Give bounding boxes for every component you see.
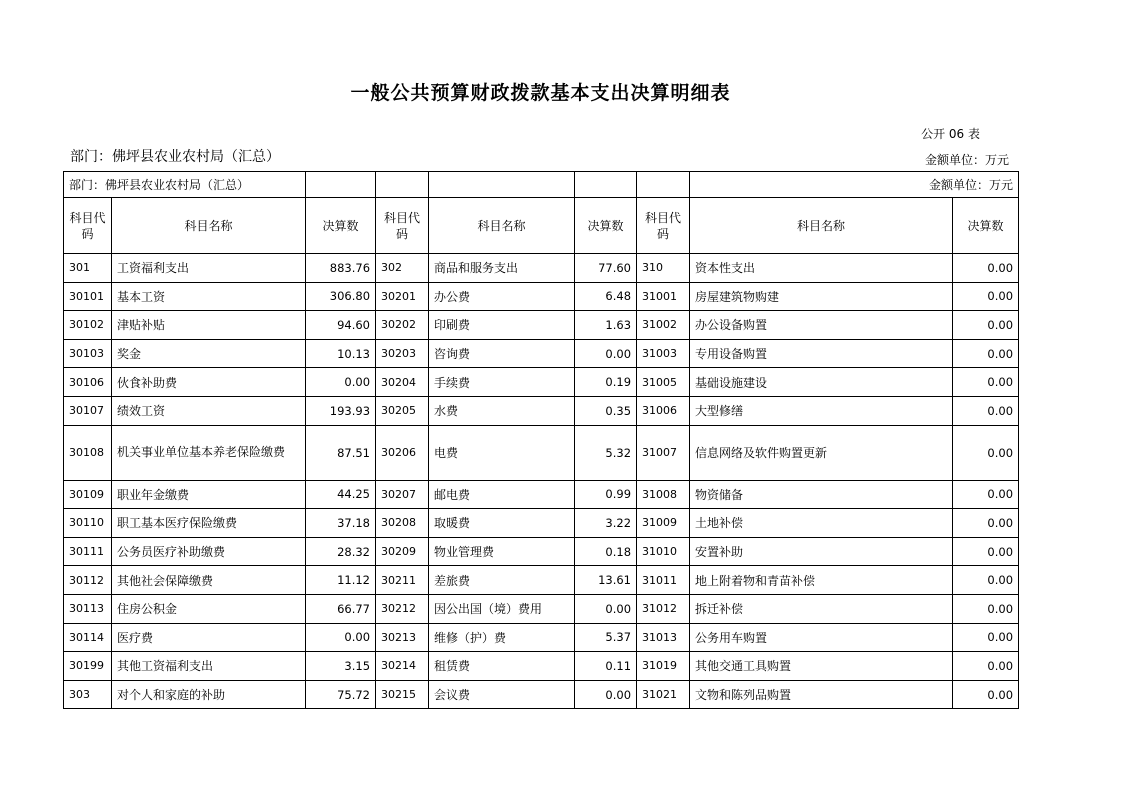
subject-code: 30211 <box>376 566 429 595</box>
amount-value: 0.00 <box>953 254 1019 283</box>
subject-code: 30209 <box>376 537 429 566</box>
subject-code: 30113 <box>64 594 112 623</box>
subject-code: 30208 <box>376 509 429 538</box>
subject-name: 水费 <box>429 396 575 425</box>
amount-value: 0.00 <box>575 594 637 623</box>
report-title: 一般公共预算财政拨款基本支出决算明细表 <box>350 82 731 104</box>
amount-value: 75.72 <box>306 680 376 709</box>
subject-code: 30201 <box>376 282 429 311</box>
subject-name: 伙食补助费 <box>112 368 306 397</box>
subject-name: 邮电费 <box>429 480 575 509</box>
subject-name: 拆迁补偿 <box>690 594 953 623</box>
subject-code: 31008 <box>637 480 690 509</box>
table-row <box>64 396 1019 425</box>
subject-name: 土地补偿 <box>690 509 953 538</box>
amount-value: 11.12 <box>306 566 376 595</box>
amount-value: 0.00 <box>953 652 1019 681</box>
amount-value: 0.00 <box>306 368 376 397</box>
subject-name: 取暖费 <box>429 509 575 538</box>
subject-name: 工资福利支出 <box>112 254 306 283</box>
header-code: 科目代码 <box>637 198 690 254</box>
subject-name: 医疗费 <box>112 623 306 652</box>
subject-name: 其他工资福利支出 <box>112 652 306 681</box>
amount-value: 0.00 <box>953 566 1019 595</box>
subject-name: 住房公积金 <box>112 594 306 623</box>
subject-code: 31005 <box>637 368 690 397</box>
subject-code: 31010 <box>637 537 690 566</box>
subject-code: 30111 <box>64 537 112 566</box>
subject-code: 31001 <box>637 282 690 311</box>
amount-unit-label: 金额单位：万元 <box>924 153 1009 167</box>
header-amount: 决算数 <box>306 198 376 254</box>
amount-value: 10.13 <box>306 339 376 368</box>
amount-value: 0.00 <box>306 623 376 652</box>
subject-code: 30101 <box>64 282 112 311</box>
empty-cell <box>376 172 429 198</box>
subject-code: 30212 <box>376 594 429 623</box>
subject-name: 办公费 <box>429 282 575 311</box>
table-row <box>64 680 1019 709</box>
subject-name: 公务员医疗补助缴费 <box>112 537 306 566</box>
amount-value: 193.93 <box>306 396 376 425</box>
table-department-cell: 部门：佛坪县农业农村局（汇总） <box>64 172 306 198</box>
subject-code: 30205 <box>376 396 429 425</box>
subject-name: 商品和服务支出 <box>429 254 575 283</box>
amount-value: 0.00 <box>953 396 1019 425</box>
amount-value: 66.77 <box>306 594 376 623</box>
header-name: 科目名称 <box>112 198 306 254</box>
amount-value: 0.00 <box>953 623 1019 652</box>
subject-code: 30107 <box>64 396 112 425</box>
amount-value: 3.15 <box>306 652 376 681</box>
header-name: 科目名称 <box>429 198 575 254</box>
subject-code: 31019 <box>637 652 690 681</box>
subject-name: 公务用车购置 <box>690 623 953 652</box>
amount-value: 0.00 <box>953 425 1019 480</box>
table-caption-row <box>64 172 1019 198</box>
header-name: 科目名称 <box>690 198 953 254</box>
table-row <box>64 509 1019 538</box>
subject-name: 因公出国（境）费用 <box>429 594 575 623</box>
subject-code: 31009 <box>637 509 690 538</box>
table-unit-cell: 金额单位：万元 <box>690 172 1019 198</box>
table-header-row <box>64 198 1019 254</box>
amount-value: 77.60 <box>575 254 637 283</box>
subject-code: 302 <box>376 254 429 283</box>
form-number: 公开 06 表 <box>921 127 980 141</box>
amount-value: 1.63 <box>575 311 637 340</box>
subject-code: 30109 <box>64 480 112 509</box>
amount-value: 306.80 <box>306 282 376 311</box>
amount-value: 0.00 <box>953 594 1019 623</box>
subject-name: 咨询费 <box>429 339 575 368</box>
subject-name: 文物和陈列品购置 <box>690 680 953 709</box>
subject-code: 30204 <box>376 368 429 397</box>
subject-name: 职业年金缴费 <box>112 480 306 509</box>
table-row <box>64 594 1019 623</box>
subject-name: 基础设施建设 <box>690 368 953 397</box>
subject-name: 资本性支出 <box>690 254 953 283</box>
subject-code: 30207 <box>376 480 429 509</box>
subject-code: 301 <box>64 254 112 283</box>
subject-name: 维修（护）费 <box>429 623 575 652</box>
amount-value: 0.00 <box>953 509 1019 538</box>
amount-value: 0.00 <box>575 339 637 368</box>
subject-name: 租赁费 <box>429 652 575 681</box>
subject-code: 31013 <box>637 623 690 652</box>
subject-code: 31002 <box>637 311 690 340</box>
subject-code: 30102 <box>64 311 112 340</box>
subject-name: 物业管理费 <box>429 537 575 566</box>
table-row <box>64 282 1019 311</box>
expenditure-table <box>63 171 1019 709</box>
table-row <box>64 652 1019 681</box>
header-amount: 决算数 <box>953 198 1019 254</box>
table-row <box>64 623 1019 652</box>
subject-name: 地上附着物和青苗补偿 <box>690 566 953 595</box>
table-row <box>64 254 1019 283</box>
table-row <box>64 339 1019 368</box>
amount-value: 0.00 <box>953 368 1019 397</box>
amount-value: 6.48 <box>575 282 637 311</box>
header-code: 科目代码 <box>376 198 429 254</box>
amount-value: 28.32 <box>306 537 376 566</box>
header-code: 科目代码 <box>64 198 112 254</box>
amount-value: 883.76 <box>306 254 376 283</box>
empty-cell <box>306 172 376 198</box>
table-row <box>64 311 1019 340</box>
subject-code: 31003 <box>637 339 690 368</box>
amount-value: 5.37 <box>575 623 637 652</box>
subject-code: 31006 <box>637 396 690 425</box>
subject-name: 电费 <box>429 425 575 480</box>
amount-value: 13.61 <box>575 566 637 595</box>
amount-value: 0.35 <box>575 396 637 425</box>
table-row <box>64 537 1019 566</box>
subject-name: 印刷费 <box>429 311 575 340</box>
subject-name: 信息网络及软件购置更新 <box>690 425 953 480</box>
subject-name: 职工基本医疗保险缴费 <box>112 509 306 538</box>
subject-name: 物资储备 <box>690 480 953 509</box>
subject-name: 房屋建筑物购建 <box>690 282 953 311</box>
subject-name: 手续费 <box>429 368 575 397</box>
amount-value: 0.99 <box>575 480 637 509</box>
subject-code: 30108 <box>64 425 112 480</box>
table-row <box>64 566 1019 595</box>
subject-name: 大型修缮 <box>690 396 953 425</box>
subject-code: 30114 <box>64 623 112 652</box>
subject-name: 奖金 <box>112 339 306 368</box>
table-row <box>64 368 1019 397</box>
empty-cell <box>575 172 637 198</box>
subject-code: 30202 <box>376 311 429 340</box>
amount-value: 0.00 <box>953 480 1019 509</box>
amount-value: 0.00 <box>953 680 1019 709</box>
subject-code: 31012 <box>637 594 690 623</box>
amount-value: 3.22 <box>575 509 637 538</box>
subject-code: 30214 <box>376 652 429 681</box>
amount-value: 0.00 <box>953 282 1019 311</box>
subject-name: 绩效工资 <box>112 396 306 425</box>
amount-value: 0.00 <box>953 339 1019 368</box>
subject-code: 31011 <box>637 566 690 595</box>
table-row <box>64 480 1019 509</box>
empty-cell <box>637 172 690 198</box>
amount-value: 44.25 <box>306 480 376 509</box>
amount-value: 87.51 <box>306 425 376 480</box>
subject-code: 31007 <box>637 425 690 480</box>
subject-code: 30103 <box>64 339 112 368</box>
amount-value: 37.18 <box>306 509 376 538</box>
subject-code: 30213 <box>376 623 429 652</box>
subject-code: 310 <box>637 254 690 283</box>
amount-value: 0.11 <box>575 652 637 681</box>
subject-name: 专用设备购置 <box>690 339 953 368</box>
subject-name: 差旅费 <box>429 566 575 595</box>
subject-code: 30112 <box>64 566 112 595</box>
amount-value: 0.18 <box>575 537 637 566</box>
subject-name: 津贴补贴 <box>112 311 306 340</box>
subject-name: 办公设备购置 <box>690 311 953 340</box>
subject-code: 30215 <box>376 680 429 709</box>
header-amount: 决算数 <box>575 198 637 254</box>
subject-name: 机关事业单位基本养老保险缴费 <box>112 425 306 480</box>
subject-code: 30203 <box>376 339 429 368</box>
subject-name: 其他交通工具购置 <box>690 652 953 681</box>
table-row <box>64 425 1019 480</box>
subject-name: 其他社会保障缴费 <box>112 566 306 595</box>
amount-value: 5.32 <box>575 425 637 480</box>
subject-name: 基本工资 <box>112 282 306 311</box>
amount-value: 0.00 <box>575 680 637 709</box>
subject-name: 会议费 <box>429 680 575 709</box>
subject-name: 安置补助 <box>690 537 953 566</box>
empty-cell <box>429 172 575 198</box>
subject-name: 对个人和家庭的补助 <box>112 680 306 709</box>
subject-code: 30199 <box>64 652 112 681</box>
subject-code: 31021 <box>637 680 690 709</box>
amount-value: 94.60 <box>306 311 376 340</box>
department-label: 部门：佛坪县农业农村局（汇总） <box>70 149 280 165</box>
amount-value: 0.19 <box>575 368 637 397</box>
subject-code: 30110 <box>64 509 112 538</box>
amount-value: 0.00 <box>953 311 1019 340</box>
subject-code: 30106 <box>64 368 112 397</box>
amount-value: 0.00 <box>953 537 1019 566</box>
subject-code: 303 <box>64 680 112 709</box>
subject-code: 30206 <box>376 425 429 480</box>
